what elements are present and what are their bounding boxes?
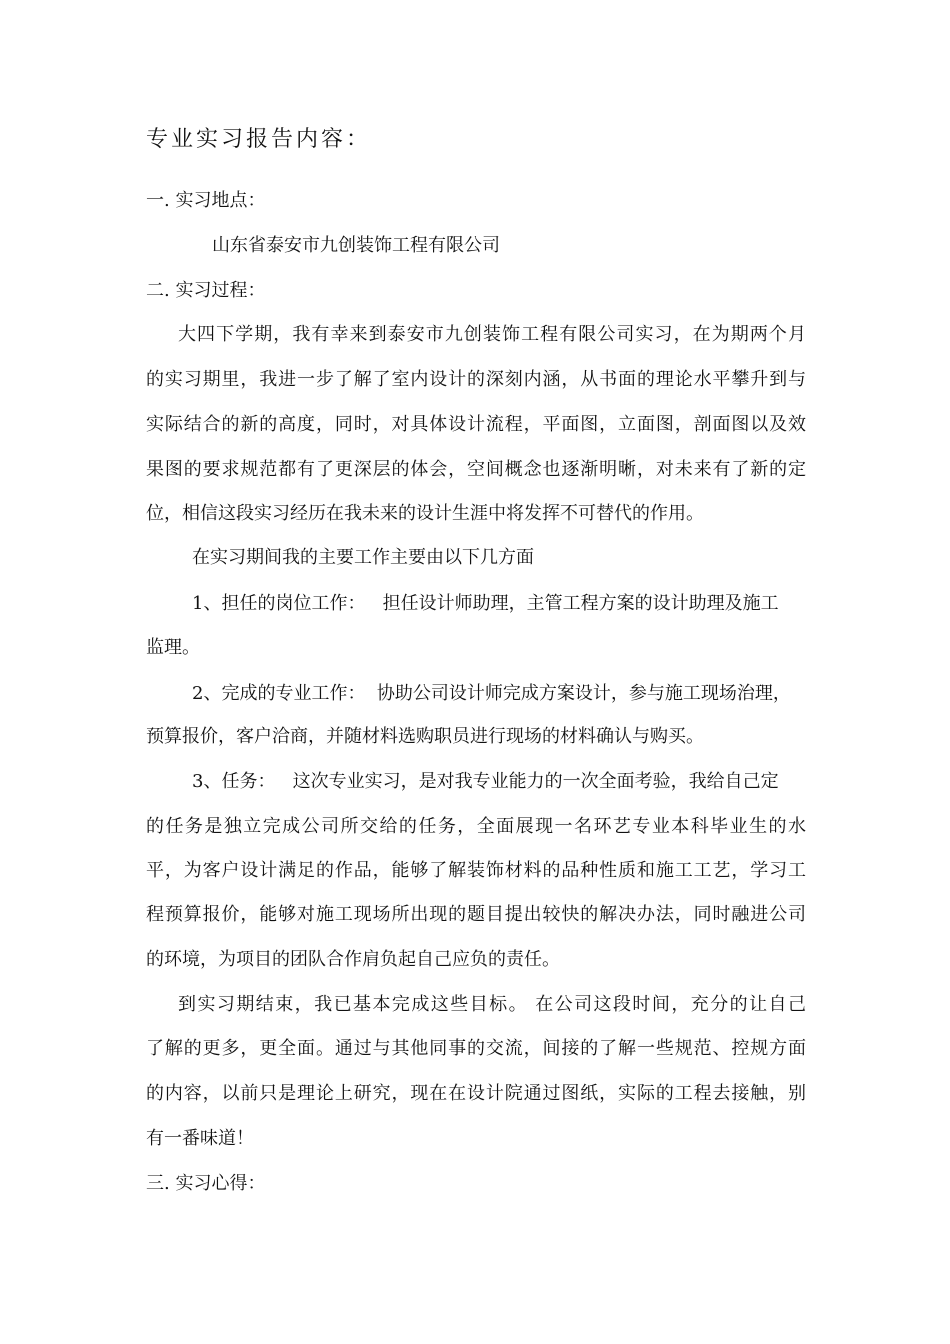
summary-line: 了解的更多，更全面。通过与其他同事的交流，间接的了解一些规范、控规方面	[146, 1038, 806, 1059]
item1-line: 1、担任的岗位工作： 担任设计师助理，主管工程方案的设计助理及施工	[192, 593, 779, 614]
item2-line: 2、完成的专业工作： 协助公司设计师完成方案设计，参与施工现场治理，	[192, 683, 791, 704]
item3-line: 的任务是独立完成公司所交给的任务，全面展现一名环艺专业本科毕业生的水	[146, 816, 806, 837]
intro-line: 大四下学期，我有幸来到泰安市九创装饰工程有限公司实习，在为期两个月	[178, 324, 806, 345]
location-value: 山东省泰安市九创装饰工程有限公司	[212, 235, 500, 256]
intro-line: 位，相信这段实习经历在我未来的设计生涯中将发挥不可替代的作用。	[146, 503, 704, 524]
item3-line: 3、任务： 这次专业实习，是对我专业能力的一次全面考验，我给自己定	[192, 771, 779, 792]
location-heading: 一. 实习地点：	[146, 190, 266, 211]
intro-line: 的实习期里，我进一步了解了室内设计的深刻内涵，从书面的理论水平攀升到与	[146, 369, 806, 390]
item2-line: 预算报价，客户洽商，并随材料选购职员进行现场的材料确认与购买。	[146, 726, 704, 747]
report-title: 专业实习报告内容：	[146, 127, 372, 152]
item3-line: 平，为客户设计满足的作品，能够了解装饰材料的品种性质和施工工艺，学习工	[146, 860, 806, 881]
process-heading: 二. 实习过程：	[146, 280, 266, 301]
summary-line: 有一番味道！	[146, 1128, 254, 1149]
summary-line: 的内容，以前只是理论上研究，现在在设计院通过图纸，实际的工程去接触，别	[146, 1083, 806, 1104]
item3-line: 的环境，为项目的团队合作肩负起自己应负的责任。	[146, 949, 560, 970]
summary-line: 到实习期结束，我已基本完成这些目标。 在公司这段时间，充分的让自己	[178, 994, 806, 1015]
work-intro: 在实习期间我的主要工作主要由以下几方面	[192, 547, 534, 568]
item3-line: 程预算报价，能够对施工现场所出现的题目提出较快的解决办法，同时融进公司	[146, 904, 806, 925]
intro-line: 实际结合的新的高度，同时，对具体设计流程，平面图，立面图，剖面图以及效	[146, 414, 806, 435]
item1-line: 监理。	[146, 637, 200, 658]
intro-line: 果图的要求规范都有了更深层的体会，空间概念也逐渐明晰，对未来有了新的定	[146, 459, 806, 480]
insights-heading: 三. 实习心得：	[146, 1173, 266, 1194]
